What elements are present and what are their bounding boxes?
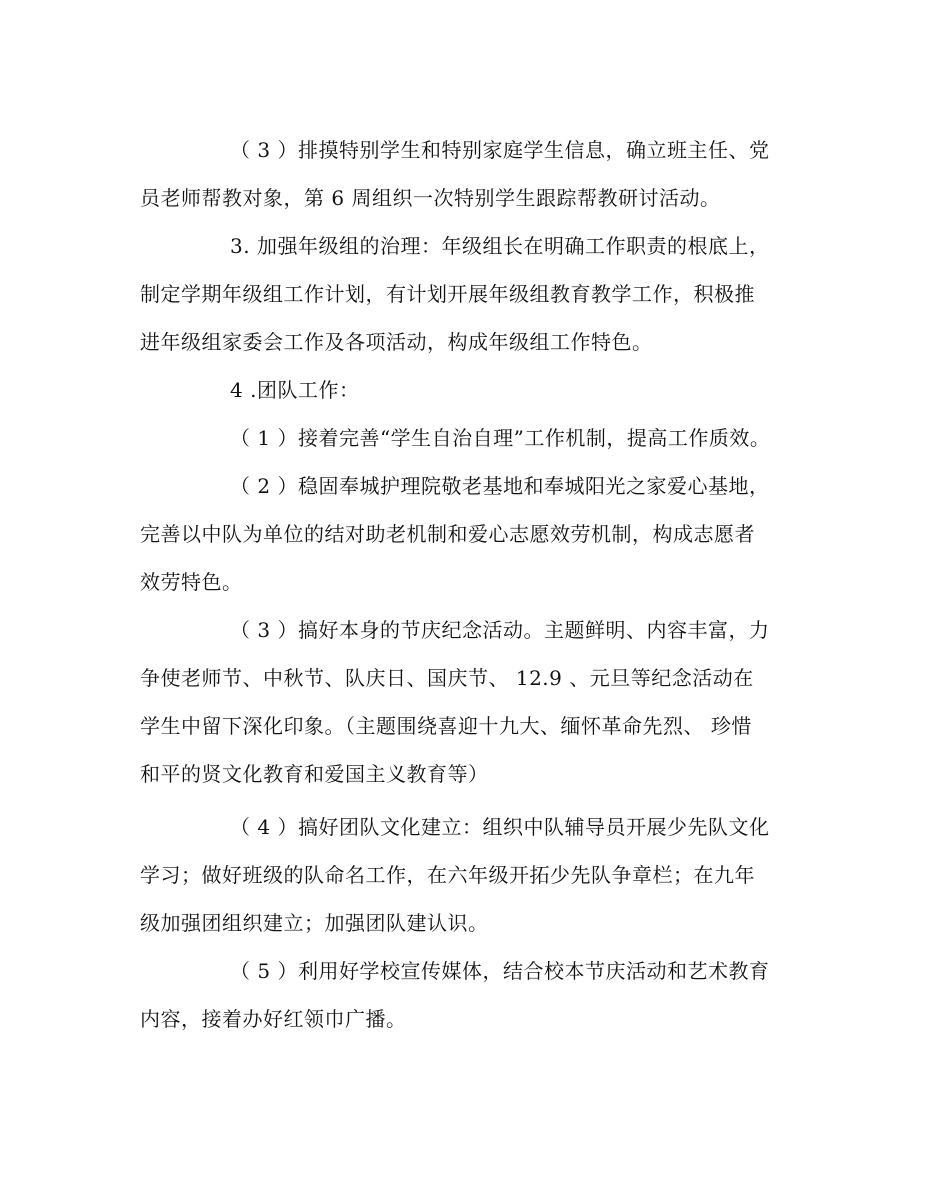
text-line-4: 制定学期年级组工作计划，有计划开展年级组教育教学工作，积极推	[140, 282, 755, 306]
text-line-5: 进年级组家委会工作及各项活动，构成年级组工作特色。	[140, 330, 653, 354]
text-line-2: 员老师帮教对象，第 6 周组织一次特别学生跟踪帮教研讨活动。	[140, 186, 721, 210]
text-line-8: （ 2 ）稳固奉城护理院敬老基地和奉城阳光之家爱心基地，	[230, 474, 770, 498]
text-line-16: 学习；做好班级的队命名工作，在六年级开拓少先队争章栏；在九年	[140, 863, 755, 887]
text-line-3: 3. 加强年级组的治理：年级组长在明确工作职责的根底上，	[230, 234, 770, 258]
text-line-10: 效劳特色。	[140, 570, 243, 594]
text-line-9: 完善以中队为单位的结对助老机制和爱心志愿效劳机制，构成志愿者	[140, 522, 755, 546]
text-line-12: 争使老师节、中秋节、队庆日、国庆节、 12.9 、元旦等纪念活动在	[140, 666, 754, 690]
text-line-11: （ 3 ）搞好本身的节庆纪念活动。主题鲜明、内容丰富，力	[230, 618, 770, 642]
text-line-7: （ 1 ）接着完善“学生自治自理”工作机制，提高工作质效。	[230, 426, 771, 450]
text-line-17: 级加强团组织建立；加强团队建认识。	[140, 911, 489, 935]
text-line-6: 4 .团队工作：	[230, 378, 360, 402]
text-line-13: 学生中留下深化印象。（主题围绕喜迎十九大、缅怀革命先烈、 珍惜	[140, 714, 752, 738]
text-line-19: 内容，接着办好红领巾广播。	[140, 1007, 407, 1031]
text-line-1: （ 3 ）排摸特别学生和特别家庭学生信息，确立班主任、党	[230, 138, 770, 162]
text-line-15: （ 4 ）搞好团队文化建立：组织中队辅导员开展少先队文化	[230, 815, 770, 839]
text-line-14: 和平的贤文化教育和爱国主义教育等）	[140, 762, 489, 786]
text-line-18: （ 5 ）利用好学校宣传媒体，结合校本节庆活动和艺术教育	[230, 959, 770, 983]
